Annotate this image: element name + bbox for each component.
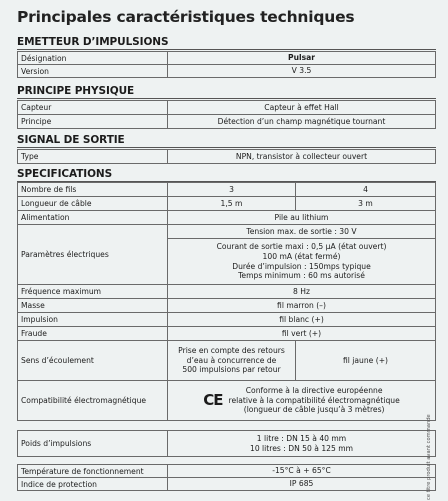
row-value-a <box>168 341 296 381</box>
row-label: Longueur de câble <box>18 197 168 211</box>
row-label: Alimentation <box>18 211 168 225</box>
text-line: relative à la compatibilité électromagnétique <box>228 395 400 405</box>
row-value-b: fil jaune (+) <box>296 341 436 381</box>
table-row <box>18 478 436 491</box>
row-label: Masse <box>18 299 168 313</box>
table-row <box>18 101 436 115</box>
table-row <box>18 285 436 299</box>
table-row <box>18 225 436 239</box>
row-value <box>168 431 436 457</box>
row-value: -15°C à + 65°C <box>168 465 436 478</box>
row-value: NPN, transistor à collecteur ouvert <box>168 150 436 164</box>
table-row <box>18 313 436 327</box>
row-value: V 3.5 <box>168 65 436 78</box>
row-label: Version <box>18 65 168 78</box>
text-line: 10 litres : DN 50 à 125 mm <box>249 443 354 453</box>
table-row <box>18 65 436 78</box>
row-value-tension: Tension max. de sortie : 30 V <box>168 225 436 239</box>
row-value: fil marron (–) <box>168 299 436 313</box>
table-row <box>18 327 436 341</box>
text-line: (longueur de câble jusqu’à 3 mètres) <box>243 405 385 415</box>
row-value: Détection d’un champ magnétique tournant <box>168 115 436 129</box>
row-value: Pile au lithium <box>168 211 436 225</box>
row-label: Impulsion <box>18 313 168 327</box>
row-value: fil vert (+) <box>168 327 436 341</box>
row-value: Pulsar <box>168 52 436 65</box>
row-label: Principe <box>18 115 168 129</box>
row-value <box>168 381 436 421</box>
table-specs <box>17 182 436 421</box>
table-row <box>18 183 436 197</box>
text-line: Conforme à la directive européenne <box>245 386 383 396</box>
row-value-courant <box>168 239 436 285</box>
section-heading-principe: PRINCIPE PHYSIQUE <box>17 85 436 99</box>
row-label: Type <box>18 150 168 164</box>
table-row <box>18 465 436 478</box>
row-label: Capteur <box>18 101 168 115</box>
table-row <box>18 150 436 164</box>
section-heading-signal: SIGNAL DE SORTIE <box>17 134 436 148</box>
text-line: Temps minimum : 60 ms autorisé <box>238 271 365 281</box>
row-label: Compatibilité électromagnétique <box>18 381 168 421</box>
section-heading-emetteur: EMETTEUR D’IMPULSIONS <box>17 36 436 50</box>
table-row <box>18 381 436 421</box>
row-value: IP 685 <box>168 478 436 491</box>
row-label: Poids d’impulsions <box>18 431 168 457</box>
table-row <box>18 115 436 129</box>
row-value: Capteur à effet Hall <box>168 101 436 115</box>
text-line: Durée d’impulsion : 150mps typique <box>232 261 371 271</box>
compat-text <box>229 386 400 415</box>
row-value-b: 4 <box>296 183 436 197</box>
row-value-a: 1,5 m <box>168 197 296 211</box>
table-emetteur <box>17 51 436 78</box>
table-row <box>18 211 436 225</box>
table-principe <box>17 100 436 129</box>
table-row <box>18 431 436 457</box>
section-heading-specs: SPECIFICATIONS <box>17 168 436 182</box>
table-row <box>18 52 436 65</box>
row-value-b: 3 m <box>296 197 436 211</box>
page-title: Principales caractéristiques techniques <box>17 8 355 26</box>
row-label: Température de fonctionnement <box>18 465 168 478</box>
row-label: Sens d’écoulement <box>18 341 168 381</box>
row-label: Indice de protection <box>18 478 168 491</box>
row-value-a: 3 <box>168 183 296 197</box>
row-label: Fraude <box>18 327 168 341</box>
table-row <box>18 299 436 313</box>
text-line: 100 mA (état fermé) <box>262 251 341 261</box>
ce-mark-icon: CE <box>203 390 223 409</box>
text-line: 500 impulsions par retour <box>182 365 281 375</box>
table-row <box>18 197 436 211</box>
text-line: Courant de sortie maxi : 0,5 µA (état ouvert) <box>216 242 387 252</box>
text-line: Prise en compte des retours <box>178 346 285 356</box>
row-label: Nombre de fils <box>18 183 168 197</box>
row-label: Fréquence maximum <box>18 285 168 299</box>
row-value: 8 Hz <box>168 285 436 299</box>
table-poids <box>17 430 436 457</box>
row-label: Paramètres électriques <box>18 225 168 285</box>
row-value: fil blanc (+) <box>168 313 436 327</box>
table-env <box>17 464 436 491</box>
row-label: Désignation <box>18 52 168 65</box>
text-line: 1 litre : DN 15 à 40 mm <box>256 433 347 443</box>
text-line: d’eau à concurrence de <box>186 355 277 365</box>
table-row <box>18 341 436 381</box>
side-note: ce titre produit avant commande <box>426 414 432 500</box>
table-signal <box>17 149 436 164</box>
